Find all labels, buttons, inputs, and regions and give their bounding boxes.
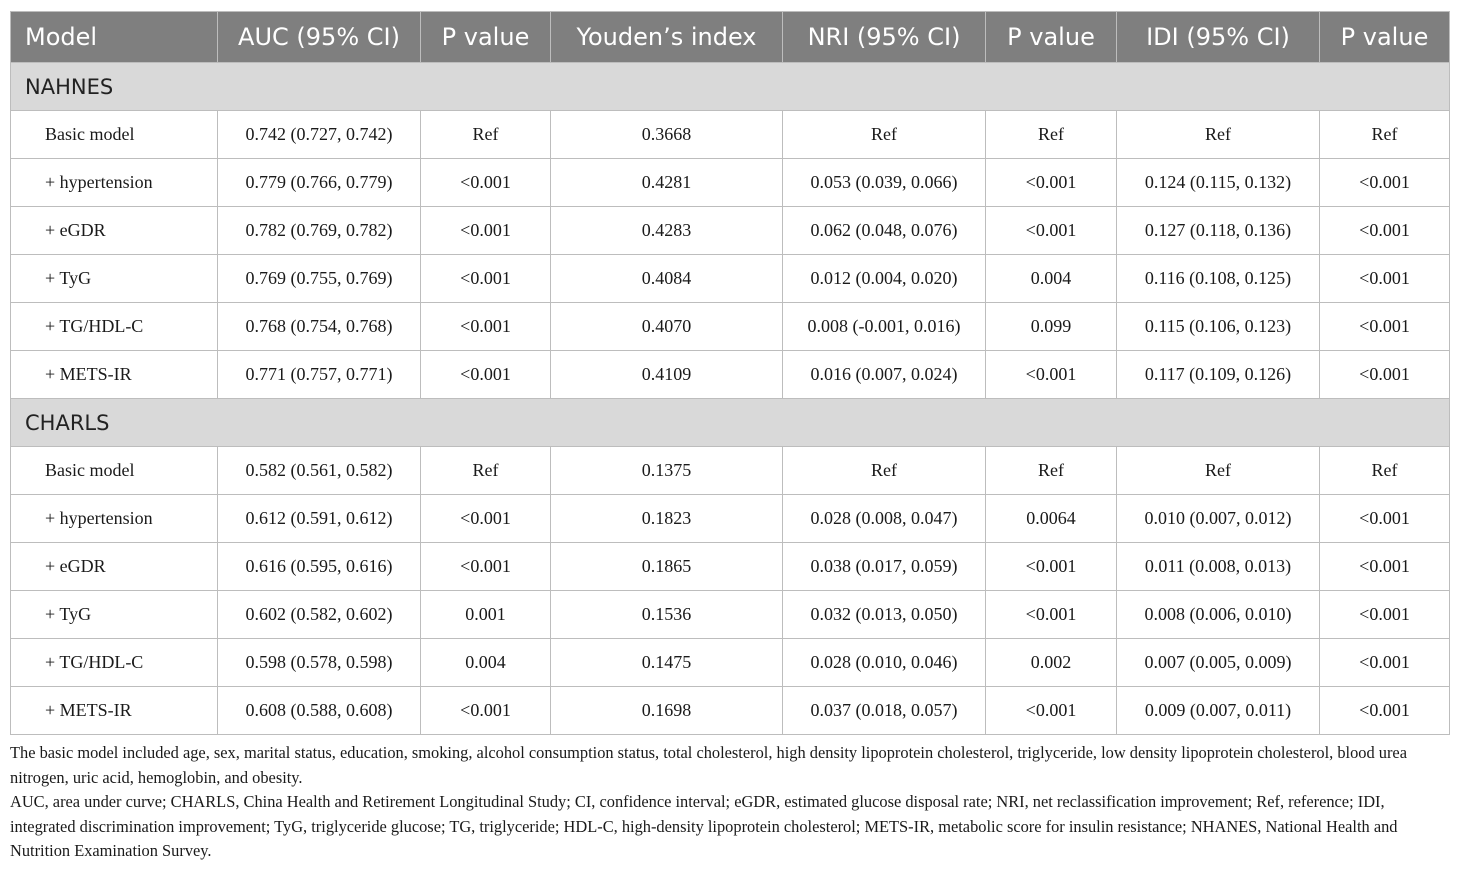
table-row [11, 447, 1450, 495]
cell-idi: 0.116 (0.108, 0.125) [1117, 255, 1320, 303]
cell-auc-p-value: <0.001 [421, 495, 551, 543]
cell-model: + eGDR [11, 207, 218, 255]
cell-idi: 0.011 (0.008, 0.013) [1117, 543, 1320, 591]
cell-youden-index: 0.4070 [551, 303, 783, 351]
cell-idi-p-value: <0.001 [1320, 159, 1450, 207]
cell-model: + METS-IR [11, 351, 218, 399]
cell-youden-index: 0.1475 [551, 639, 783, 687]
cell-idi: 0.117 (0.109, 0.126) [1117, 351, 1320, 399]
cell-nri: 0.012 (0.004, 0.020) [783, 255, 986, 303]
table-row [11, 591, 1450, 639]
cell-nri-p-value: <0.001 [986, 207, 1117, 255]
cell-nri-p-value: Ref [986, 111, 1117, 159]
cell-youden-index: 0.4283 [551, 207, 783, 255]
cell-idi-p-value: <0.001 [1320, 591, 1450, 639]
cell-model: + TG/HDL-C [11, 639, 218, 687]
results-table [10, 11, 1450, 735]
cell-model: + eGDR [11, 543, 218, 591]
cell-nri-p-value: <0.001 [986, 351, 1117, 399]
cell-auc: 0.582 (0.561, 0.582) [218, 447, 421, 495]
header-idi: IDI (95% CI) [1117, 12, 1320, 63]
cell-youden-index: 0.1865 [551, 543, 783, 591]
cell-auc: 0.771 (0.757, 0.771) [218, 351, 421, 399]
cell-nri-p-value: <0.001 [986, 159, 1117, 207]
cell-auc-p-value: 0.001 [421, 591, 551, 639]
cell-idi-p-value: <0.001 [1320, 255, 1450, 303]
cell-auc-p-value: <0.001 [421, 303, 551, 351]
cell-idi: 0.008 (0.006, 0.010) [1117, 591, 1320, 639]
cell-model: + TyG [11, 255, 218, 303]
group-row-nahnes [11, 63, 1450, 111]
table-row [11, 639, 1450, 687]
table-body [11, 63, 1450, 735]
cell-idi: 0.010 (0.007, 0.012) [1117, 495, 1320, 543]
cell-nri-p-value: <0.001 [986, 543, 1117, 591]
table-row [11, 543, 1450, 591]
cell-youden-index: 0.1536 [551, 591, 783, 639]
table-header-row [11, 12, 1450, 63]
header-youden-index: Youden’s index [551, 12, 783, 63]
cell-model: + TyG [11, 591, 218, 639]
cell-youden-index: 0.1375 [551, 447, 783, 495]
cell-auc-p-value: Ref [421, 111, 551, 159]
cell-auc: 0.598 (0.578, 0.598) [218, 639, 421, 687]
cell-youden-index: 0.4281 [551, 159, 783, 207]
cell-auc: 0.768 (0.754, 0.768) [218, 303, 421, 351]
cell-model: + hypertension [11, 495, 218, 543]
table-row [11, 687, 1450, 735]
cell-auc: 0.742 (0.727, 0.742) [218, 111, 421, 159]
table-row [11, 303, 1450, 351]
cell-idi-p-value: Ref [1320, 447, 1450, 495]
cell-auc-p-value: <0.001 [421, 687, 551, 735]
cell-nri: 0.032 (0.013, 0.050) [783, 591, 986, 639]
cell-idi-p-value: <0.001 [1320, 207, 1450, 255]
cell-auc: 0.779 (0.766, 0.779) [218, 159, 421, 207]
group-label: NAHNES [11, 63, 1450, 111]
cell-model: + hypertension [11, 159, 218, 207]
cell-idi-p-value: <0.001 [1320, 495, 1450, 543]
cell-nri: 0.062 (0.048, 0.076) [783, 207, 986, 255]
cell-nri: 0.016 (0.007, 0.024) [783, 351, 986, 399]
table-row [11, 111, 1450, 159]
cell-idi-p-value: <0.001 [1320, 639, 1450, 687]
cell-idi: 0.009 (0.007, 0.011) [1117, 687, 1320, 735]
header-idi-p-value: P value [1320, 12, 1450, 63]
cell-idi-p-value: <0.001 [1320, 687, 1450, 735]
cell-nri-p-value: 0.002 [986, 639, 1117, 687]
cell-model: + METS-IR [11, 687, 218, 735]
group-row-charls [11, 399, 1450, 447]
cell-auc-p-value: <0.001 [421, 159, 551, 207]
table-row [11, 159, 1450, 207]
cell-auc-p-value: 0.004 [421, 639, 551, 687]
cell-youden-index: 0.3668 [551, 111, 783, 159]
cell-nri: 0.028 (0.010, 0.046) [783, 639, 986, 687]
cell-nri-p-value: <0.001 [986, 687, 1117, 735]
table-row [11, 351, 1450, 399]
cell-nri-p-value: 0.099 [986, 303, 1117, 351]
cell-auc: 0.769 (0.755, 0.769) [218, 255, 421, 303]
cell-idi: 0.115 (0.106, 0.123) [1117, 303, 1320, 351]
cell-model: Basic model [11, 447, 218, 495]
cell-nri: Ref [783, 447, 986, 495]
table-row [11, 255, 1450, 303]
cell-auc: 0.612 (0.591, 0.612) [218, 495, 421, 543]
cell-idi: 0.007 (0.005, 0.009) [1117, 639, 1320, 687]
group-label: CHARLS [11, 399, 1450, 447]
results-table-container [10, 11, 1449, 735]
cell-idi: Ref [1117, 111, 1320, 159]
header-model: Model [11, 12, 218, 63]
header-auc-p-value: P value [421, 12, 551, 63]
cell-auc: 0.602 (0.582, 0.602) [218, 591, 421, 639]
cell-nri: 0.028 (0.008, 0.047) [783, 495, 986, 543]
cell-auc: 0.616 (0.595, 0.616) [218, 543, 421, 591]
cell-idi-p-value: Ref [1320, 111, 1450, 159]
cell-idi: 0.124 (0.115, 0.132) [1117, 159, 1320, 207]
cell-idi-p-value: <0.001 [1320, 351, 1450, 399]
cell-model: Basic model [11, 111, 218, 159]
cell-idi: Ref [1117, 447, 1320, 495]
cell-auc: 0.608 (0.588, 0.608) [218, 687, 421, 735]
header-auc: AUC (95% CI) [218, 12, 421, 63]
cell-nri-p-value: 0.0064 [986, 495, 1117, 543]
cell-nri: 0.038 (0.017, 0.059) [783, 543, 986, 591]
cell-auc-p-value: Ref [421, 447, 551, 495]
cell-idi-p-value: <0.001 [1320, 543, 1450, 591]
cell-auc-p-value: <0.001 [421, 255, 551, 303]
cell-youden-index: 0.4109 [551, 351, 783, 399]
cell-nri: Ref [783, 111, 986, 159]
cell-idi-p-value: <0.001 [1320, 303, 1450, 351]
table-row [11, 207, 1450, 255]
cell-nri: 0.037 (0.018, 0.057) [783, 687, 986, 735]
cell-model: + TG/HDL-C [11, 303, 218, 351]
cell-auc-p-value: <0.001 [421, 543, 551, 591]
cell-youden-index: 0.1823 [551, 495, 783, 543]
cell-auc: 0.782 (0.769, 0.782) [218, 207, 421, 255]
cell-nri-p-value: 0.004 [986, 255, 1117, 303]
cell-youden-index: 0.4084 [551, 255, 783, 303]
header-nri-p-value: P value [986, 12, 1117, 63]
cell-nri-p-value: <0.001 [986, 591, 1117, 639]
cell-nri-p-value: Ref [986, 447, 1117, 495]
cell-nri: 0.008 (-0.001, 0.016) [783, 303, 986, 351]
cell-auc-p-value: <0.001 [421, 351, 551, 399]
table-row [11, 495, 1450, 543]
cell-auc-p-value: <0.001 [421, 207, 551, 255]
cell-idi: 0.127 (0.118, 0.136) [1117, 207, 1320, 255]
footnote-basic-model: The basic model included age, sex, marital status, education, smoking, alcohol consumption status, total cholesterol, high density lipoprotein cholesterol, triglyceride, low density lipoprotein cholesterol, blood urea nitrogen, uric acid, hemoglobin, and obesity. [10, 743, 1407, 787]
cell-youden-index: 0.1698 [551, 687, 783, 735]
cell-nri: 0.053 (0.039, 0.066) [783, 159, 986, 207]
footnote-abbreviations: AUC, area under curve; CHARLS, China Health and Retirement Longitudinal Study; CI, confidence interval; eGDR, estimated glucose disposal rate; NRI, net reclassification improvement; Ref, reference; IDI, integrated discrimination improvement; TyG, triglyceride glucose; TG, triglyceride; HDL-C, high-density lipoprotein cholesterol; METS-IR, metabolic score for insulin resistance; NHANES, National Health and Nutrition Examination Survey. [10, 792, 1398, 861]
header-nri: NRI (95% CI) [783, 12, 986, 63]
table-footnotes [10, 741, 1450, 864]
